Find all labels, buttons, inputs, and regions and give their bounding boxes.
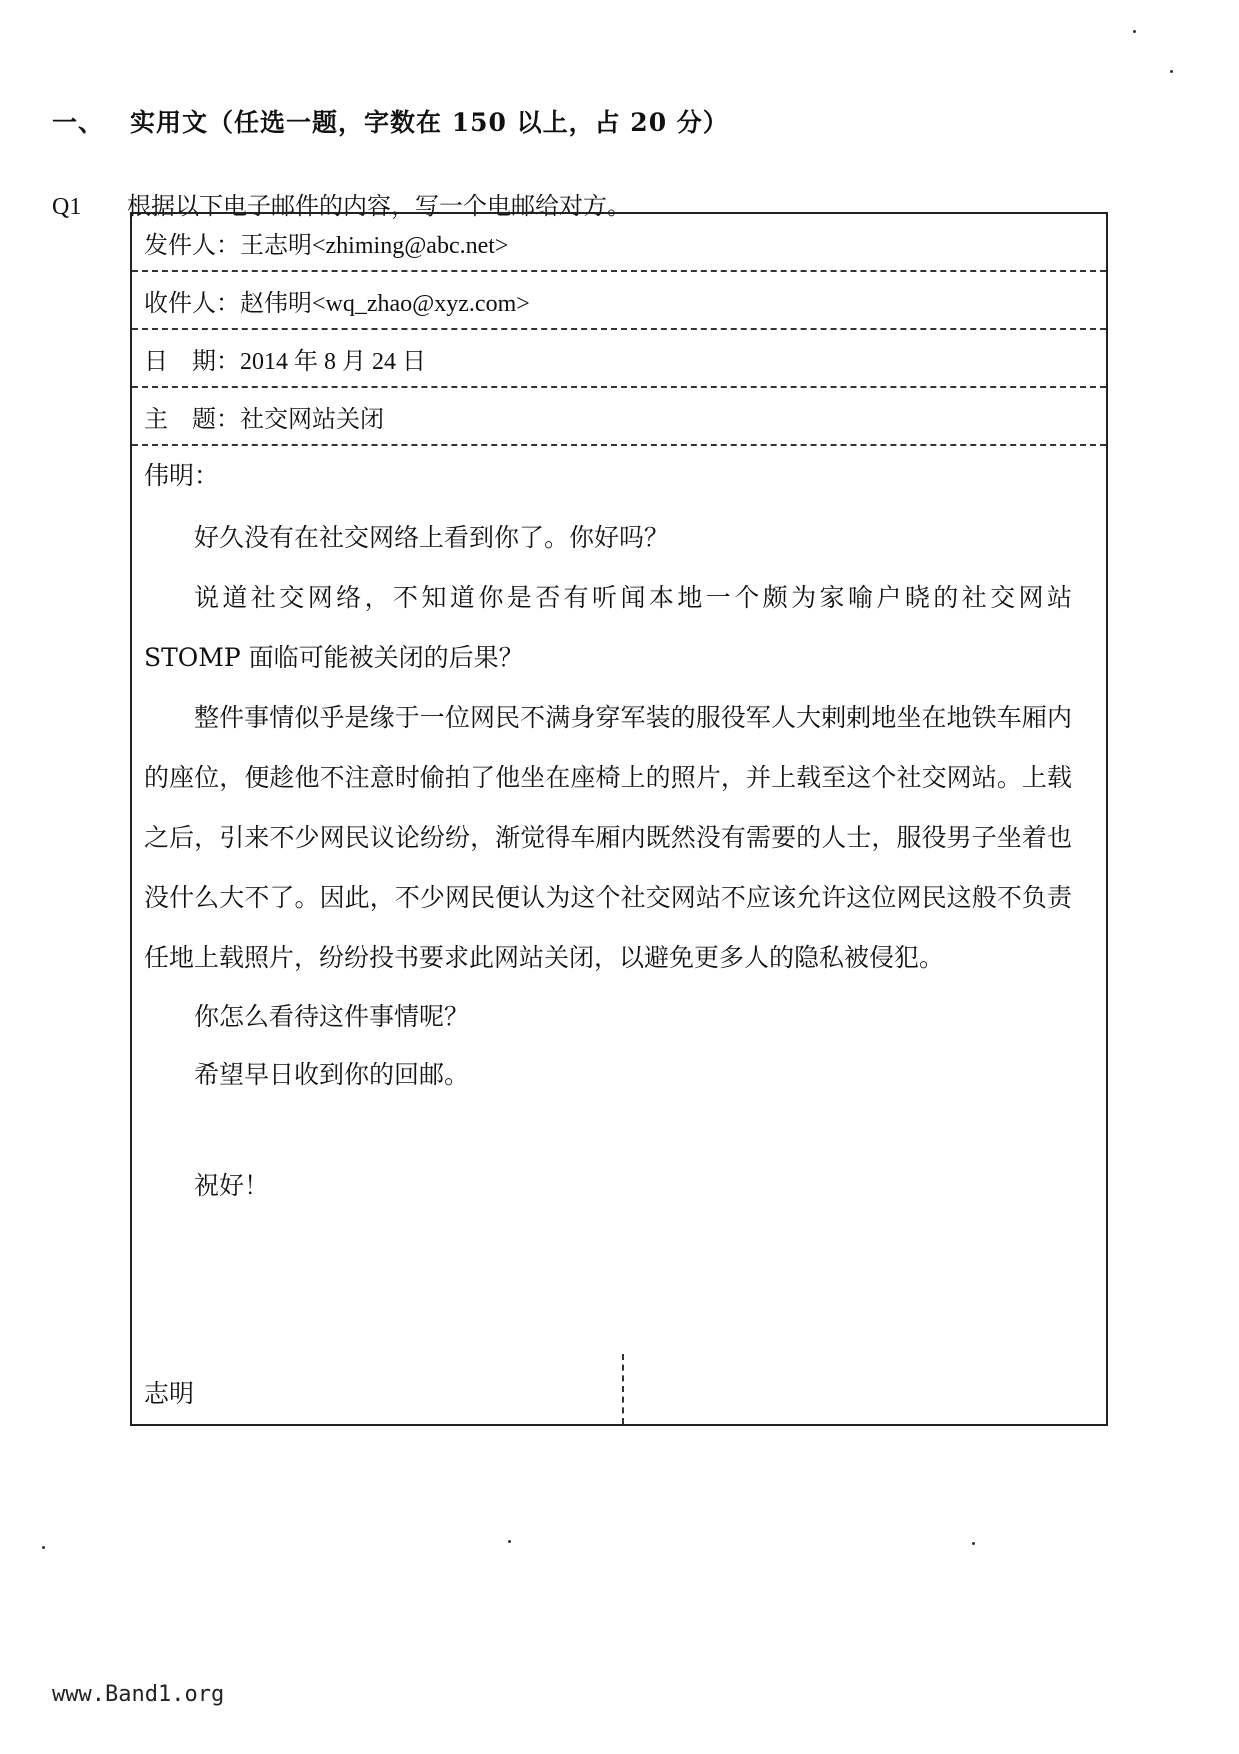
email-signature: 志明	[144, 1379, 195, 1408]
date-value: 2014 年 8 月 24 日	[240, 348, 426, 375]
email-salutation: 伟明：	[144, 461, 220, 490]
email-to-row	[132, 272, 1106, 330]
to-value: 赵伟明<wq_zhao@xyz.com>	[240, 290, 530, 317]
email-date-row	[132, 330, 1106, 388]
subject-label: 主 题：	[144, 404, 240, 433]
email-paragraph-2: 说道社交网络，不知道你是否有听闻本地一个颇为家喻户晓的社交网站 STOMP 面临可能被关闭的后果？	[144, 583, 1072, 672]
from-label: 发件人：	[144, 230, 240, 259]
email-closing: 祝好！	[194, 1171, 270, 1200]
email-paragraph-3: 整件事情似乎是缘于一位网民不满身穿军装的服役军人大剌剌地坐在地铁车厢内的座位，便趁他不注意时偷拍了他坐在座椅上的照片，并上载至这个社交网站。上载之后，引来不少网民议论纷纷，渐觉得车厢内既然没有需要的人士，服役男子坐着也没什么大不了。因此，不少网民便认为这个社交网站不应该允许这位网民这般不负责任地上载照片，纷纷投书要求此网站关闭，以避免更多人的隐私被侵犯。	[144, 703, 1072, 972]
date-label: 日 期：	[144, 346, 240, 375]
scan-speck	[42, 1546, 45, 1549]
section-title	[52, 103, 729, 139]
section-title-text: 实用文（任选一题，字数在 150 以上，占 20 分）	[130, 108, 729, 137]
scan-speck	[1170, 70, 1173, 73]
question-prompt: 根据以下电子邮件的内容，写一个电邮给对方。	[127, 192, 631, 220]
signature-divider	[622, 1354, 624, 1424]
subject-value: 社交网站关闭	[240, 406, 384, 433]
scan-speck	[972, 1542, 975, 1545]
from-value: 王志明<zhiming@abc.net>	[240, 232, 509, 259]
section-number: 一、	[52, 108, 105, 137]
email-paragraph-1: 好久没有在社交网络上看到你了。你好吗？	[194, 523, 670, 552]
footer-watermark: www.Band1.org	[52, 1682, 225, 1707]
email-paragraph-4: 你怎么看待这件事情呢？	[194, 1002, 470, 1031]
email-box	[130, 212, 1108, 1426]
email-subject-row	[132, 388, 1106, 446]
scan-speck	[1133, 30, 1136, 33]
to-label: 收件人：	[144, 288, 240, 317]
scan-speck	[508, 1540, 511, 1543]
question-label: Q1	[52, 194, 82, 220]
email-from-row	[132, 214, 1106, 272]
email-paragraph-5: 希望早日收到你的回邮。	[194, 1060, 470, 1089]
email-body	[132, 446, 1106, 1206]
